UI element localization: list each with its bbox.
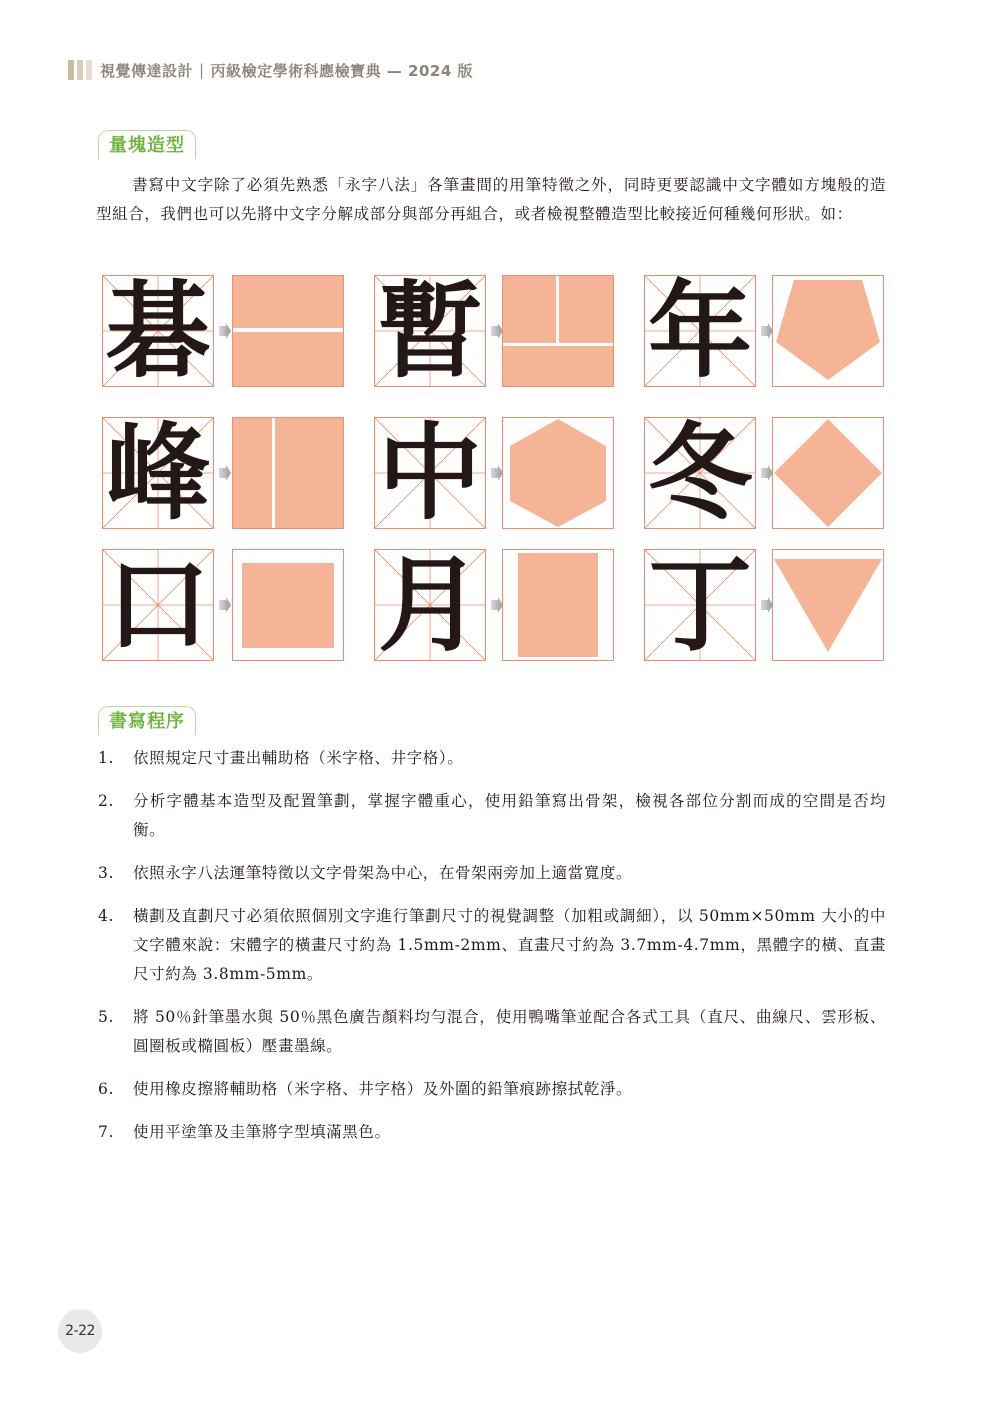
character-guide-grid: [102, 543, 214, 666]
section-heading-mass: 量塊造型: [98, 130, 196, 159]
step-number: 1.: [98, 749, 114, 767]
procedure-steps: [96, 744, 886, 1161]
header-separator: |: [199, 61, 205, 79]
step-text: 使用平塗筆及圭筆將字型填滿黑色。: [133, 1123, 391, 1141]
character-guide-grid: [102, 411, 214, 534]
example-character: 中: [377, 411, 482, 534]
character-guide-grid: [374, 411, 486, 534]
step-text: 分析字體基本造型及配置筆劃，掌握字體重心，使用鉛筆寫出骨架，檢視各部位分割而成的空間是否均衡。: [133, 792, 886, 839]
geometric-shape-pentagon: [772, 275, 884, 387]
procedure-step: [96, 744, 886, 773]
step-text: 依照永字八法運筆特徵以文字骨架為中心，在骨架兩旁加上適當寬度。: [133, 864, 633, 882]
section-heading-procedure: 書寫程序: [98, 706, 196, 735]
arrow-right-icon: [219, 597, 231, 613]
character-guide-grid: [102, 269, 214, 392]
step-text: 將 50％針筆墨水與 50％黑色廣告顏料均勻混合，使用鴨嘴筆並配合各式工具（直尺、曲線尺、雲形板、圓圈板或橢圓板）壓畫墨線。: [133, 1008, 886, 1055]
geometric-shape-split-top-vertical-bottom-horizontal: [502, 275, 614, 387]
example-character: 口: [105, 543, 210, 666]
geometric-shape-tall-rectangle: [502, 549, 614, 661]
procedure-step: [96, 1075, 886, 1104]
step-number: 5.: [98, 1008, 114, 1026]
step-number: 2.: [98, 792, 114, 810]
header-bar-1: [68, 60, 74, 80]
step-number: 4.: [98, 907, 114, 925]
page-number-badge: [58, 1309, 102, 1353]
geometric-shape-inverted-triangle: [772, 549, 884, 661]
procedure-step: [96, 787, 886, 845]
procedure-step: [96, 902, 886, 989]
character-guide-grid: [644, 269, 756, 392]
intro-paragraph: 書寫中文字除了必須先熟悉「永字八法」各筆畫間的用筆特徵之外，同時更要認識中文字體如方塊般的造型組合，我們也可以先將中文字分解成部分與部分再組合，或者檢視整體造型比較接近何種幾何形狀。如：: [96, 176, 886, 223]
example-character: 暫: [377, 269, 482, 392]
header-bar-2: [77, 60, 83, 80]
procedure-step: [96, 1118, 886, 1147]
character-guide-grid: [374, 543, 486, 666]
step-number: 6.: [98, 1080, 114, 1098]
character-guide-grid: [644, 543, 756, 666]
step-number: 3.: [98, 864, 114, 882]
example-character: 丁: [647, 543, 752, 666]
running-header: [68, 58, 473, 82]
step-number: 7.: [98, 1123, 114, 1141]
header-bar-3: [86, 60, 92, 80]
geometric-shape-split-vertical: [232, 417, 344, 529]
book-title: 丙級檢定學術科應檢寶典 — 2024 版: [210, 61, 473, 80]
arrow-right-icon: [219, 465, 231, 481]
procedure-step: [96, 1003, 886, 1061]
step-text: 使用橡皮擦將輔助格（米字格、井字格）及外圍的鉛筆痕跡擦拭乾淨。: [133, 1080, 633, 1098]
geometric-shape-diamond: [772, 417, 884, 529]
geometric-shape-square: [232, 549, 344, 661]
character-guide-grid: [644, 411, 756, 534]
example-character: 冬: [647, 411, 752, 534]
example-character: 月: [377, 543, 482, 666]
example-character: 峰: [105, 411, 210, 534]
step-text: 依照規定尺寸畫出輔助格（米字格、井字格）。: [133, 749, 464, 767]
example-character: 年: [647, 269, 752, 392]
procedure-step: [96, 859, 886, 888]
geometric-shape-hexagon: [502, 417, 614, 529]
geometric-shape-split-horizontal: [232, 275, 344, 387]
example-character: 碁: [105, 269, 210, 392]
header-bars-icon: [68, 60, 92, 80]
page-number: 2-22: [65, 1323, 95, 1339]
arrow-right-icon: [219, 323, 231, 339]
step-text: 橫劃及直劃尺寸必須依照個別文字進行筆劃尺寸的視覺調整（加粗或調細），以 50mm×50mm 大小的中文字體來說：宋體字的橫畫尺寸約為 1.5mm-2mm、直畫尺寸約為 3.7mm-4.7mm，黑體字的橫、直畫尺寸約為 3.8mm-5mm。: [133, 907, 886, 983]
book-section: 視覺傳達設計: [100, 61, 194, 80]
character-guide-grid: [374, 269, 486, 392]
